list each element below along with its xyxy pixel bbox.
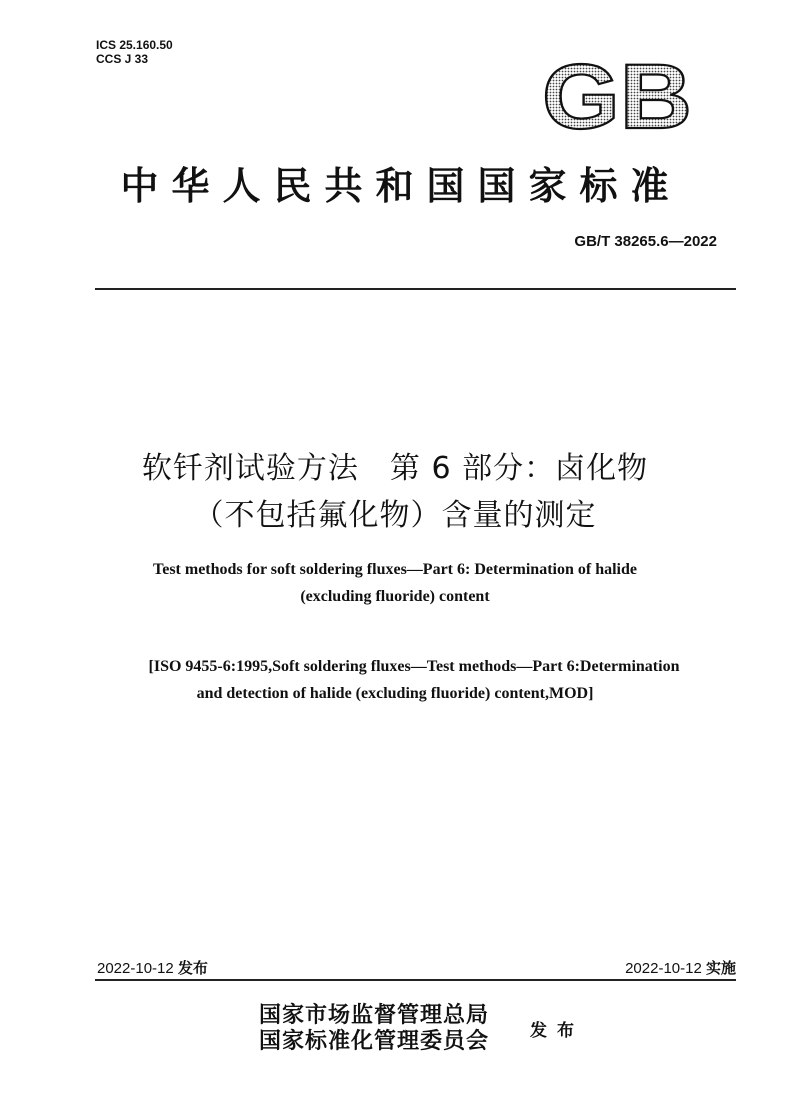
classification-codes: [96, 38, 173, 66]
english-title-line-2: (excluding fluoride) content: [300, 588, 490, 605]
standard-name: 中华人民共和国国家标准: [120, 163, 682, 208]
ics-code: ICS 25.160.50: [96, 38, 173, 52]
gb-logo: [540, 58, 694, 132]
publish-date-value: 2022-10-12: [97, 960, 174, 977]
ccs-code: CCS J 33: [96, 52, 149, 66]
standard-number: GB/T 38265.6—2022: [574, 233, 717, 250]
publish-date-label: 发布: [177, 959, 208, 977]
iso-reference-line-1: [ISO 9455-6:1995,Soft soldering fluxes—Test methods—Part 6:Determination: [148, 658, 680, 675]
publish-date: [97, 957, 208, 978]
authority-samr: 国家市场监督管理总局: [259, 1002, 490, 1028]
iso-reference-line-2: and detection of halide (excluding fluoride) content,MOD]: [196, 685, 594, 702]
implement-date-label: 实施: [705, 959, 736, 977]
implement-date-value: 2022-10-12: [625, 960, 702, 977]
chinese-title-line-1: 软钎剂试验方法 第 6 部分：卤化物: [141, 451, 649, 486]
bottom-divider: [95, 979, 736, 981]
issuing-authorities: [259, 1002, 489, 1054]
top-divider: [95, 288, 736, 290]
implement-date: [625, 957, 736, 978]
authority-sac: 国家标准化管理委员会: [259, 1028, 490, 1054]
english-title-line-1: Test methods for soft soldering fluxes—Part 6: Determination of halide: [153, 561, 637, 578]
gb-logo-text: GB: [542, 58, 692, 132]
issue-label: 发布: [530, 1021, 584, 1041]
chinese-title-line-2: （不包括氟化物）含量的测定: [193, 498, 597, 533]
